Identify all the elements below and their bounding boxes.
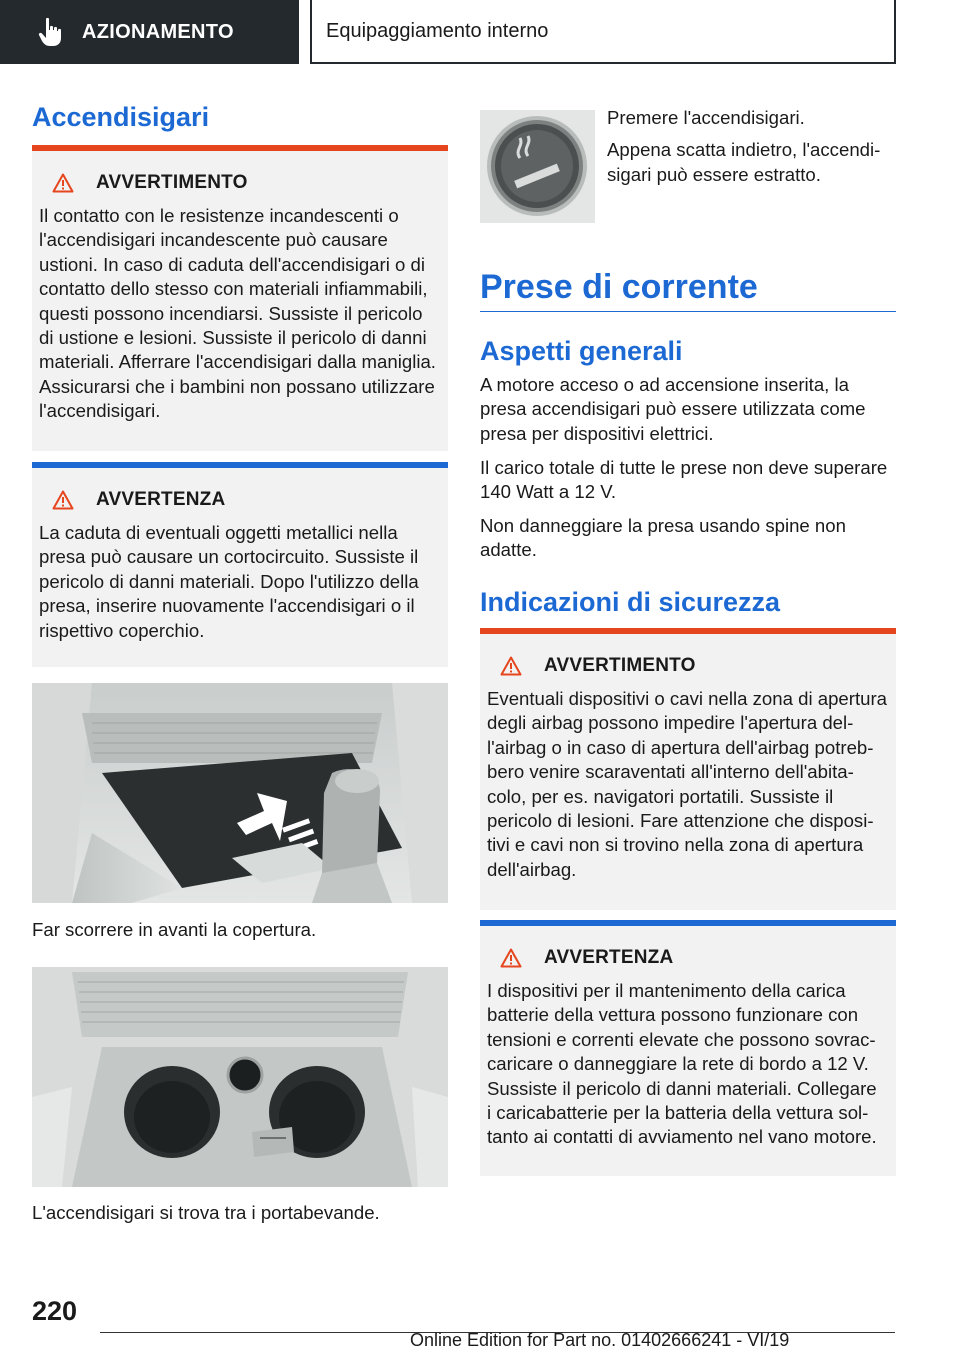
text-line: tivi e cavi non si trovino nella zona di apertura bbox=[487, 834, 864, 856]
warning-triangle-icon bbox=[500, 656, 522, 676]
text-line: presa, inserire nuovamente l'accendisigari o il bbox=[39, 595, 415, 617]
header-chapter-label: Equipaggiamento interno bbox=[326, 19, 549, 42]
text-line: di ustione e lesioni. Sussiste il pericolo di danni bbox=[39, 327, 427, 349]
warning-bar bbox=[32, 145, 448, 151]
text-line: La caduta di eventuali oggetti metallici nella bbox=[39, 522, 398, 543]
text-line: ustioni. In caso di caduta dell'accendisigari o di bbox=[39, 253, 425, 275]
text-line: batterie della vettura possono funzionare con bbox=[487, 1004, 859, 1026]
text-line: pericolo di danni materiali. Dopo l'utilizzo della bbox=[39, 570, 419, 592]
header-section-tab bbox=[0, 0, 299, 64]
header-section-label: AZIONAMENTO bbox=[82, 20, 234, 43]
warning-triangle-icon bbox=[52, 173, 74, 193]
text-line: materiali. Afferrare l'accendisigari dalla maniglia. bbox=[39, 351, 436, 373]
text-line: questi possono incendiarsi. Sussiste il pericolo bbox=[39, 302, 423, 324]
text-line: tensioni e correnti elevate che possono sovrac- bbox=[487, 1028, 876, 1050]
subtitle-aspetti: Aspetti generali bbox=[480, 336, 683, 366]
caption-1: Far scorrere in avanti la copertura. bbox=[32, 919, 317, 940]
warning-body bbox=[487, 687, 897, 882]
text-line: bero venire scaraventati all'interno dell'abita- bbox=[487, 761, 854, 783]
notice-bar bbox=[480, 920, 896, 926]
section-title-prese: Prese di corrente bbox=[480, 268, 758, 306]
notice-label: AVVERTENZA bbox=[544, 947, 674, 968]
text-line: Non danneggiare la presa usando spine non bbox=[480, 515, 846, 536]
notice-label: AVVERTENZA bbox=[96, 489, 226, 510]
notice-body bbox=[39, 521, 449, 643]
text-line: Premere l'accendisigari. bbox=[607, 107, 805, 128]
text-line: sigari può essere estratto. bbox=[607, 163, 821, 185]
illustration-cover-slide bbox=[32, 683, 448, 903]
text-line: l'accendisigari incandescente può causare bbox=[39, 229, 388, 251]
subtitle-sicurezza: Indicazioni di sicurezza bbox=[480, 587, 781, 617]
text-line: pericolo di lesioni. Fare attenzione che disposi- bbox=[487, 810, 874, 832]
warning-box-1 bbox=[32, 145, 448, 451]
text-line: dell'airbag. bbox=[487, 858, 577, 880]
text-line: presa per dispositivi elettrici. bbox=[480, 422, 714, 444]
illustration-cup-holders bbox=[32, 967, 448, 1187]
text-line: degli airbag possono impedire l'apertura del- bbox=[487, 712, 854, 734]
text-line: Il contatto con le resistenze incandescenti o bbox=[39, 205, 399, 226]
title-underline bbox=[480, 311, 896, 312]
text-line: presa accendisigari può essere utilizzata come bbox=[480, 398, 866, 420]
warning-body bbox=[39, 204, 449, 424]
text-line: i caricabatterie per la batteria della vettura sol- bbox=[487, 1102, 869, 1124]
paragraph-3 bbox=[480, 514, 900, 563]
warning-triangle-icon bbox=[500, 948, 522, 968]
text-line: A motore acceso o ad accensione inserita, la bbox=[480, 374, 849, 395]
header-chapter bbox=[310, 0, 896, 64]
warning-label: AVVERTIMENTO bbox=[544, 655, 696, 676]
notice-box-1 bbox=[32, 462, 448, 667]
text-line: Il carico totale di tutte le prese non deve superare bbox=[480, 457, 888, 478]
footer-edition: Online Edition for Part no. 01402666241 - VI/19 bbox=[410, 1330, 790, 1350]
text-line: I dispositivi per il mantenimento della carica bbox=[487, 980, 846, 1001]
text-line: Appena scatta indietro, l'accendi- bbox=[607, 139, 881, 161]
text-line: tanto ai contatti di avviamento nel vano motore. bbox=[487, 1126, 877, 1148]
warning-title bbox=[500, 655, 696, 677]
text-line: caricare o danneggiare la rete di bordo a 12 V. bbox=[487, 1053, 869, 1075]
text-line: adatte. bbox=[480, 539, 537, 561]
notice-box-2 bbox=[480, 920, 896, 1176]
text-line: rispettivo coperchio. bbox=[39, 619, 205, 641]
step-instructions bbox=[607, 106, 897, 187]
warning-label: AVVERTIMENTO bbox=[96, 172, 248, 193]
text-line: Sussiste il pericolo di danni materiali. Collegare bbox=[487, 1077, 877, 1099]
paragraph-2 bbox=[480, 456, 900, 505]
caption-2: L'accendisigari si trova tra i portabevande. bbox=[32, 1202, 380, 1223]
text-line: contatto dello stesso con materiali infiammabili, bbox=[39, 278, 428, 300]
paragraph-1 bbox=[480, 373, 900, 446]
text-line: l'accendisigari. bbox=[39, 400, 161, 422]
illustration-lighter bbox=[480, 110, 595, 223]
hand-pointer-icon bbox=[38, 17, 64, 47]
warning-title bbox=[52, 172, 248, 194]
text-line: presa può causare un cortocircuito. Sussiste il bbox=[39, 546, 419, 568]
text-line: colo, per es. navigatori portatili. Sussiste il bbox=[487, 785, 834, 807]
text-line: l'airbag o in caso di apertura dell'airbag potreb- bbox=[487, 736, 874, 758]
notice-title bbox=[500, 947, 673, 969]
notice-bar bbox=[32, 462, 448, 468]
text-line: 140 Watt a 12 V. bbox=[480, 481, 617, 503]
section-title-accendisigari: Accendisigari bbox=[32, 102, 210, 132]
text-line: Assicurarsi che i bambini non possano utilizzare bbox=[39, 375, 435, 397]
notice-title bbox=[52, 489, 225, 511]
warning-bar bbox=[480, 628, 896, 634]
warning-box-2 bbox=[480, 628, 896, 910]
warning-triangle-icon bbox=[52, 490, 74, 510]
text-line: Eventuali dispositivi o cavi nella zona di apertura bbox=[487, 688, 887, 709]
page-number: 220 bbox=[32, 1296, 78, 1326]
notice-body bbox=[487, 979, 897, 1150]
